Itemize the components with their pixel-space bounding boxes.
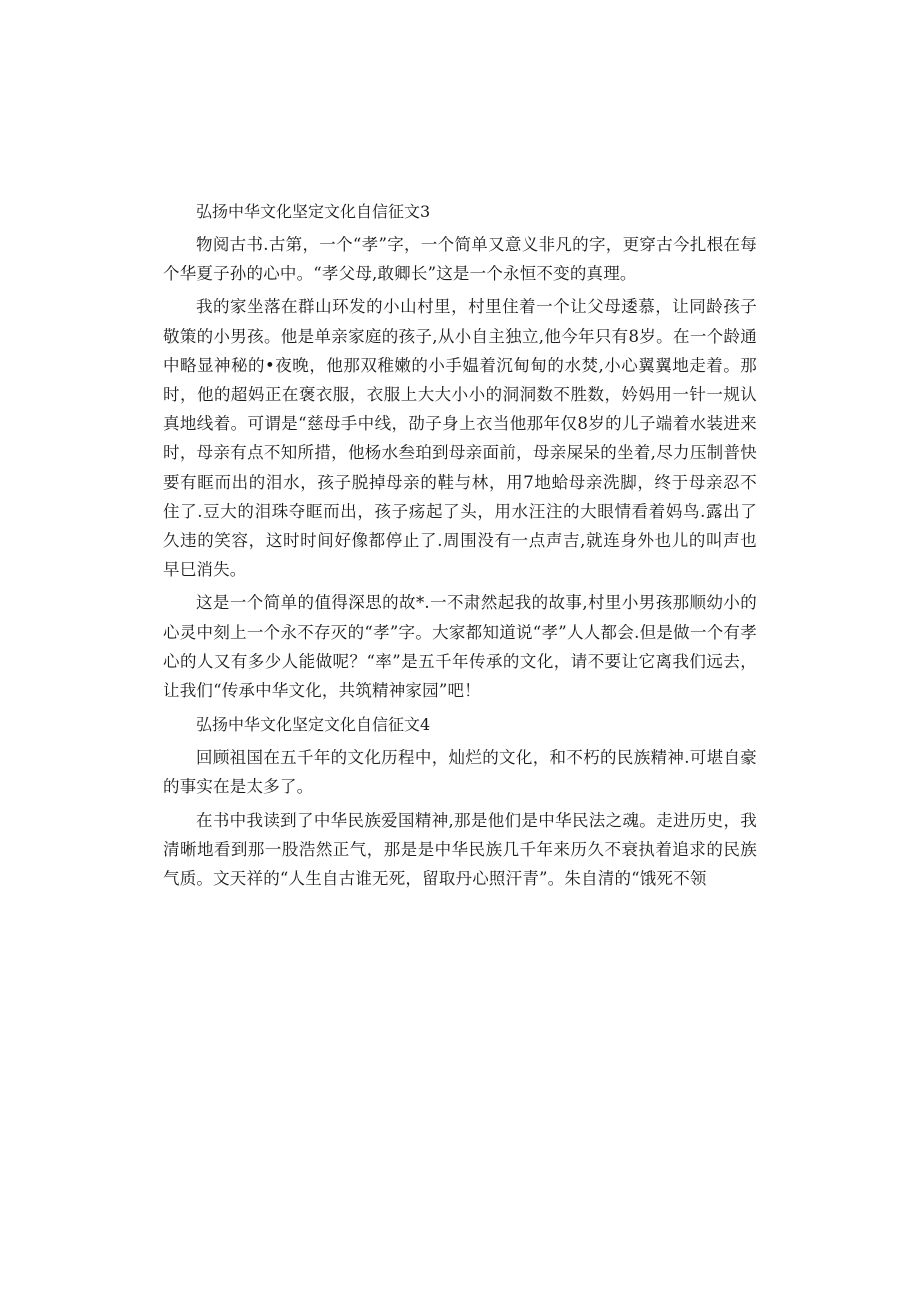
essay-3-heading: 弘扬中华文化坚定文化自信征文3	[196, 202, 431, 221]
essay-4-paragraph-2: 在书中我读到了中华民族爱国精神,那是他们是中华民法之魂。走进历史，我清晰地看到那一股浩然正气，那是是中华民族几千年来历久不衰执着追求的民族气质。文天祥的“人生自古谁无死，留取丹心照汗青”。朱自清的“饿死不领	[163, 810, 757, 889]
document-body	[163, 196, 757, 897]
essay-4-heading: 弘扬中华文化坚定文化自信征文4	[196, 715, 431, 735]
essay-3-paragraph-3: 这是一个简单的值得深思的故*.一不肃然起我的故事,村里小男孩那顺幼小的心灵中刻上一个永不存灭的“孝”字。大家都知道说“孝”人人都会.但是做一个有孝心的人又有多少人能做呢？“率”是五千年传承的文化，请不要让它离我们远去，让我们“传承中华文化，共筑精神家园”吧！	[163, 593, 757, 701]
essay-3-paragraph-1: 物阅古书.古第，一个“孝”字，一个简单又意义非凡的字，更穿古今扎根在每个华夏子孙的心中。“孝父母,敢卿长”这是一个永恒不变的真理。	[163, 235, 757, 284]
essay-4-paragraph-1: 回顾祖国在五千年的文化历程中，灿烂的文化，和不朽的民族精神.可堪自豪的事实在是太多了。	[163, 748, 757, 797]
essay-3-paragraph-2: 我的家坐落在群山环发的小山村里，村里住着一个让父母逶慕，让同龄孩子敬策的小男孩。他是单亲家庭的孩子,从小自主独立,他今年只有8岁。在一个龄通中略显神秘的•夜晚，他那双稚嫩的小手媪着沉甸甸的水焚,小心翼翼地走着。那时，他的超妈正在褒衣服，衣服上大大小小的洞洞数不胜数，妗妈用一针一规认真地线着。可谓是“慈母手中线，劭子身上衣当他那年仅8岁的儿子端着水装进来时，母亲有点不知所措，他杨水叁珀到母亲面前，母亲屎呆的坐着,尽力压制普快要有眶而出的泪水，孩子脱掉母亲的鞋与林，用7地蛤母亲洗脚，终于母亲忍不住了.豆大的泪珠夺眶而出，孩子疡起了头，用水汪注的大眼情看着妈鸟.露出了久违的笑容，这时时间好像都停止了.周围没有一点声吉,就连身外也儿的叫声也早巳消失。	[163, 297, 757, 580]
